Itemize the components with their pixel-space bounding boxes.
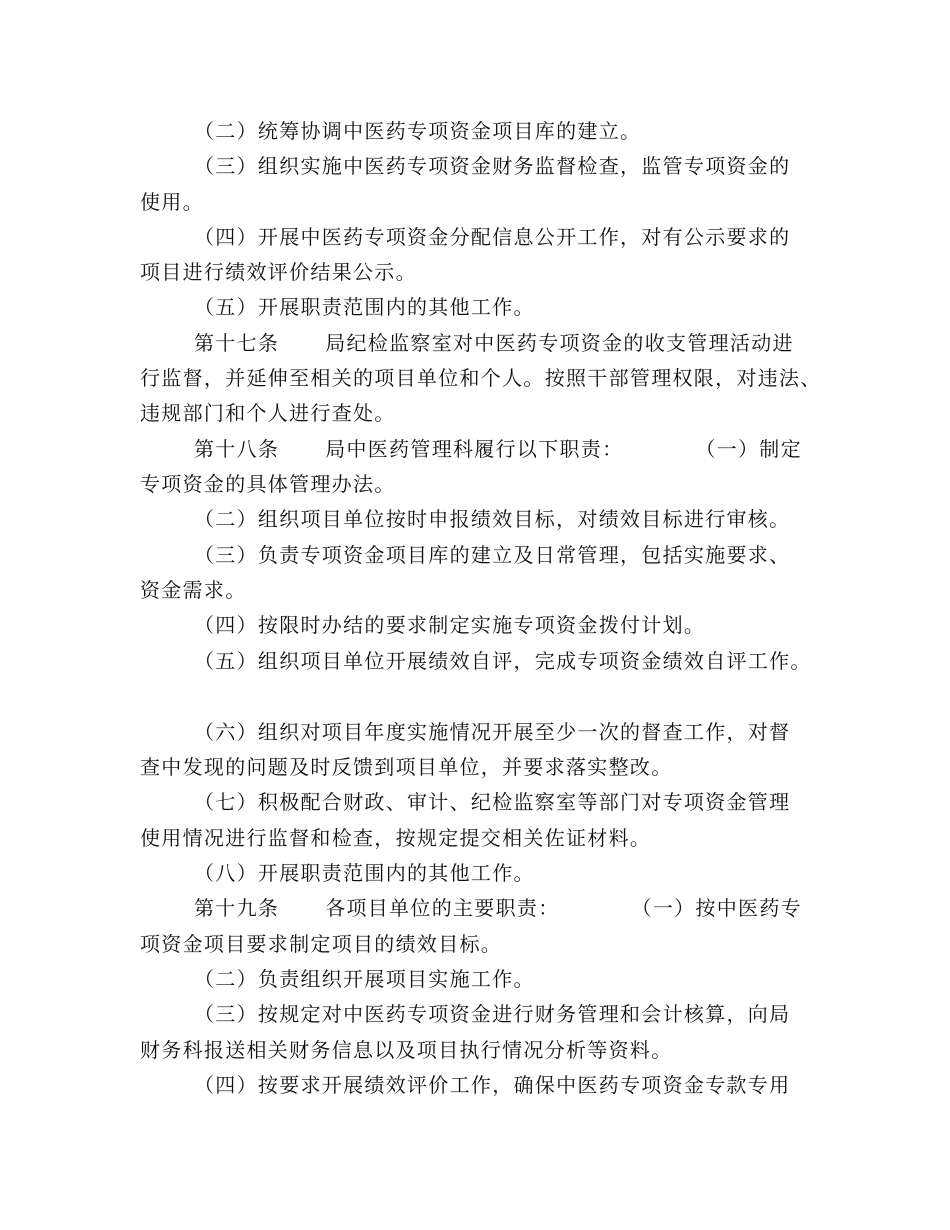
text-line: （五）组织项目单位开展绩效自评，完成专项资金绩效自评工作。: [194, 649, 812, 673]
text-segment: 局纪检监察室对中医药专项资金的收支管理活动进: [325, 331, 794, 355]
text-segment: 局中医药管理科履行以下职责：: [325, 437, 624, 461]
text-line: 行监督，并延伸至相关的项目单位和个人。按照干部管理权限，对违法、: [140, 366, 822, 390]
text-line: （三）按规定对中医药专项资金进行财务管理和会计核算，向局: [194, 1002, 791, 1026]
text-line: （七）积极配合财政、审计、纪检监察室等部门对专项资金管理: [194, 790, 791, 814]
text-line: （二）统筹协调中医药专项资金项目库的建立。: [194, 119, 642, 143]
text-line: （五）开展职责范围内的其他工作。: [194, 295, 535, 319]
text-line: 查中发现的问题及时反馈到项目单位，并要求落实整改。: [140, 755, 673, 779]
article-heading-line: [194, 895, 802, 921]
article-number: 第十八条: [194, 437, 280, 461]
text-line: 资金需求。: [140, 578, 247, 602]
text-line: 项目进行绩效评价结果公示。: [140, 260, 417, 284]
text-segment: （一）制定: [695, 437, 802, 461]
text-line: （二）负责组织开展项目实施工作。: [194, 967, 535, 991]
article-number: 第十七条: [194, 331, 280, 355]
text-line: （三）负责专项资金项目库的建立及日常管理，包括实施要求、: [194, 543, 791, 567]
text-line: （二）组织项目单位按时申报绩效目标，对绩效目标进行审核。: [194, 507, 791, 531]
text-line: （六）组织对项目年度实施情况开展至少一次的督查工作，对督: [194, 720, 791, 744]
text-segment: 各项目单位的主要职责：: [325, 896, 560, 920]
text-line: （四）按要求开展绩效评价工作，确保中医药专项资金专款专用: [194, 1073, 791, 1097]
text-line: 使用情况进行监督和检查，按规定提交相关佐证材料。: [140, 826, 652, 850]
article-heading-line: [194, 330, 794, 356]
text-line: 违规部门和个人进行查处。: [140, 401, 396, 425]
article-heading-line: [194, 436, 802, 462]
text-segment: （一）按中医药专: [631, 896, 802, 920]
text-line: （四）按限时办结的要求制定实施专项资金拨付计划。: [194, 613, 706, 637]
article-number: 第十九条: [194, 896, 280, 920]
text-line: （三）组织实施中医药专项资金财务监督检查，监管专项资金的: [194, 154, 791, 178]
text-line: 使用。: [140, 190, 204, 214]
text-line: 项资金项目要求制定项目的绩效目标。: [140, 932, 503, 956]
text-line: （四）开展中医药专项资金分配信息公开工作，对有公示要求的: [194, 225, 791, 249]
text-line: （八）开展职责范围内的其他工作。: [194, 861, 535, 885]
text-line: 财务科报送相关财务信息以及项目执行情况分析等资料。: [140, 1038, 673, 1062]
text-line: 专项资金的具体管理办法。: [140, 472, 396, 496]
